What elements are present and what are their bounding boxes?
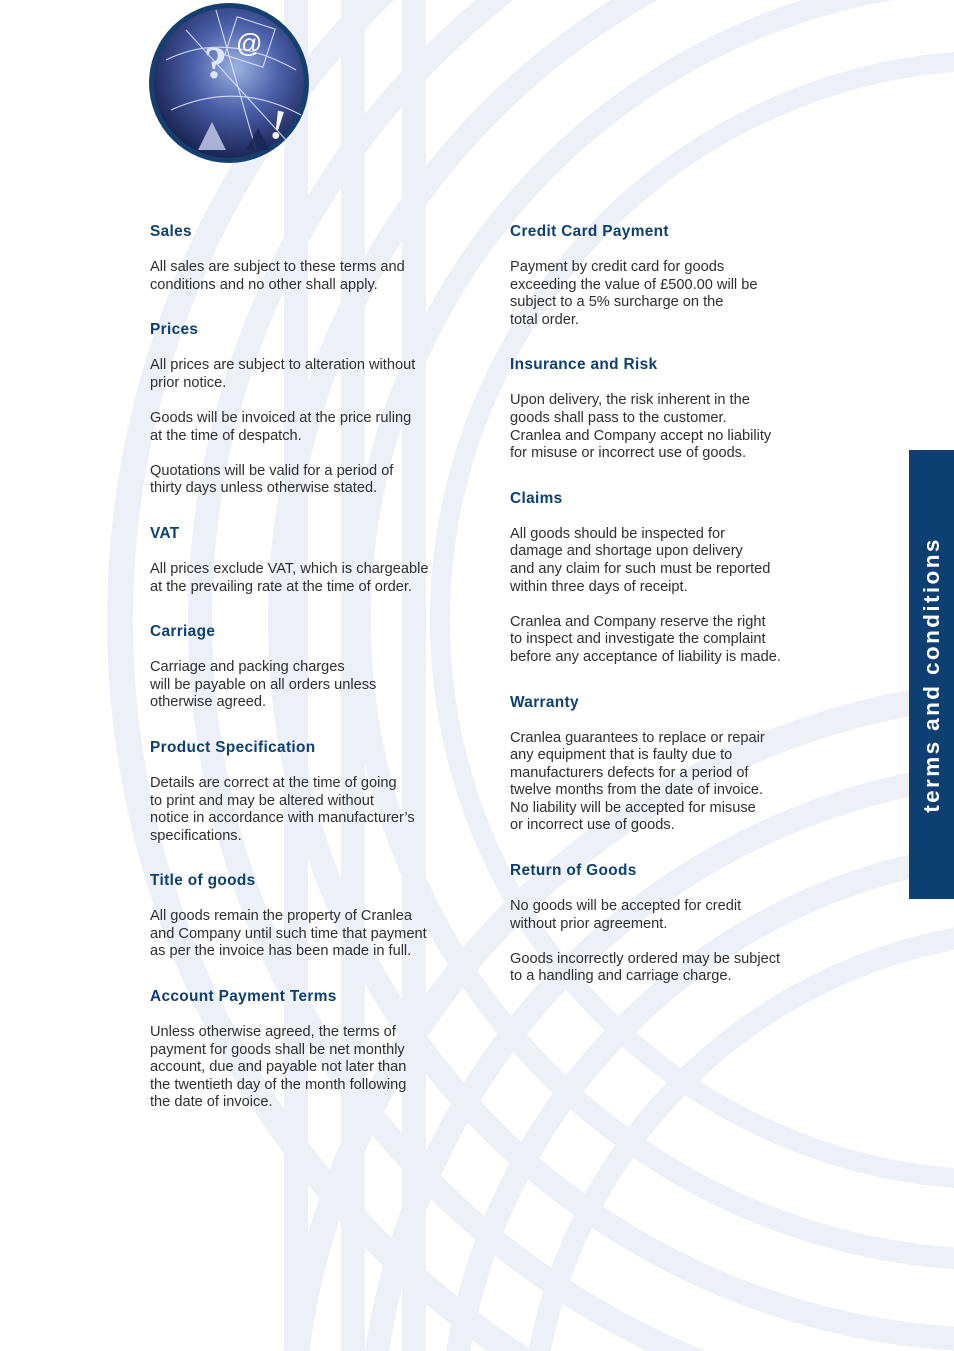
side-tab [909, 450, 954, 899]
section-paragraph: All goods remain the property of Cranlea and Company until such time that payment as per the invoice has been made in full. [150, 908, 427, 960]
section-paragraph: All prices exclude VAT, which is chargeable at the prevailing rate at the time of order. [150, 560, 429, 595]
section-heading: Insurance and Risk [510, 356, 658, 374]
section-paragraph: Goods incorrectly ordered may be subject to a handling and carriage charge. [510, 950, 781, 985]
section-title-of-goods [150, 871, 480, 961]
section-heading: Claims [510, 489, 563, 507]
section-paragraph: Goods will be invoiced at the price ruling at the time of despatch. [150, 409, 412, 444]
right-column [510, 222, 840, 1012]
section-vat [150, 524, 480, 596]
svg-text:@: @ [236, 28, 263, 58]
section-paragraph: All prices are subject to alteration without prior notice. [150, 357, 416, 391]
svg-text:?: ? [204, 37, 227, 88]
section-carriage [150, 622, 480, 712]
section-paragraph: Upon delivery, the risk inherent in the goods shall pass to the customer. Cranlea and Company accept no liability for misuse or incorrect use of goods. [510, 392, 772, 462]
section-heading: Prices [150, 321, 199, 339]
question-at-exclamation-globe-icon [146, 0, 312, 166]
section-account-payment-terms [150, 987, 480, 1112]
section-paragraph: No goods will be accepted for credit without prior agreement. [510, 898, 742, 932]
section-heading: Return of Goods [510, 862, 637, 880]
section-paragraph: Cranlea guarantees to replace or repair any equipment that is faulty due to manufacturers defects for a period of twelve months from the date of invoice. No liability will be accepted for misuse or incorrect use of goods. [510, 729, 765, 834]
section-paragraph: All goods should be inspected for damage and shortage upon delivery and any claim for such must be reported within three days of receipt. [510, 525, 771, 595]
section-heading: Carriage [150, 623, 216, 641]
section-paragraph: Details are correct at the time of going to print and may be altered without notice in accordance with manufacturer’s specifications. [150, 774, 415, 844]
section-heading: Product Specification [150, 738, 316, 756]
side-tab-label: terms and conditions [918, 536, 944, 813]
section-sales [150, 222, 480, 294]
section-paragraph: Unless otherwise agreed, the terms of payment for goods shall be net monthly account, due and payable not later than the twentieth day of the month following the date of invoice. [150, 1024, 407, 1111]
section-paragraph: Carriage and packing charges will be payable on all orders unless otherwise agreed. [150, 659, 377, 711]
section-paragraph: Quotations will be valid for a period of thirty days unless otherwise stated. [150, 462, 394, 497]
section-product-specification [150, 738, 480, 845]
left-column [150, 222, 480, 1138]
section-heading: Account Payment Terms [150, 988, 337, 1006]
section-insurance-and-risk [510, 355, 840, 462]
section-paragraph: Cranlea and Company reserve the right to inspect and investigate the complaint before any acceptance of liability is made. [510, 613, 781, 665]
section-heading: Warranty [510, 693, 579, 711]
section-return-of-goods [510, 861, 840, 986]
section-heading: Title of goods [150, 872, 256, 890]
section-paragraph: All sales are subject to these terms and conditions and no other shall apply. [150, 259, 405, 293]
section-credit-card-payment [510, 222, 840, 329]
section-warranty [510, 693, 840, 836]
section-heading: Sales [150, 223, 192, 240]
svg-text:!: ! [266, 101, 290, 150]
section-heading: VAT [150, 524, 180, 542]
section-paragraph: Payment by credit card for goods exceeding the value of £500.00 will be subject to a 5% surcharge on the total order. [510, 259, 758, 328]
section-prices [150, 320, 480, 498]
section-heading: Credit Card Payment [510, 223, 669, 240]
section-claims [510, 489, 840, 667]
